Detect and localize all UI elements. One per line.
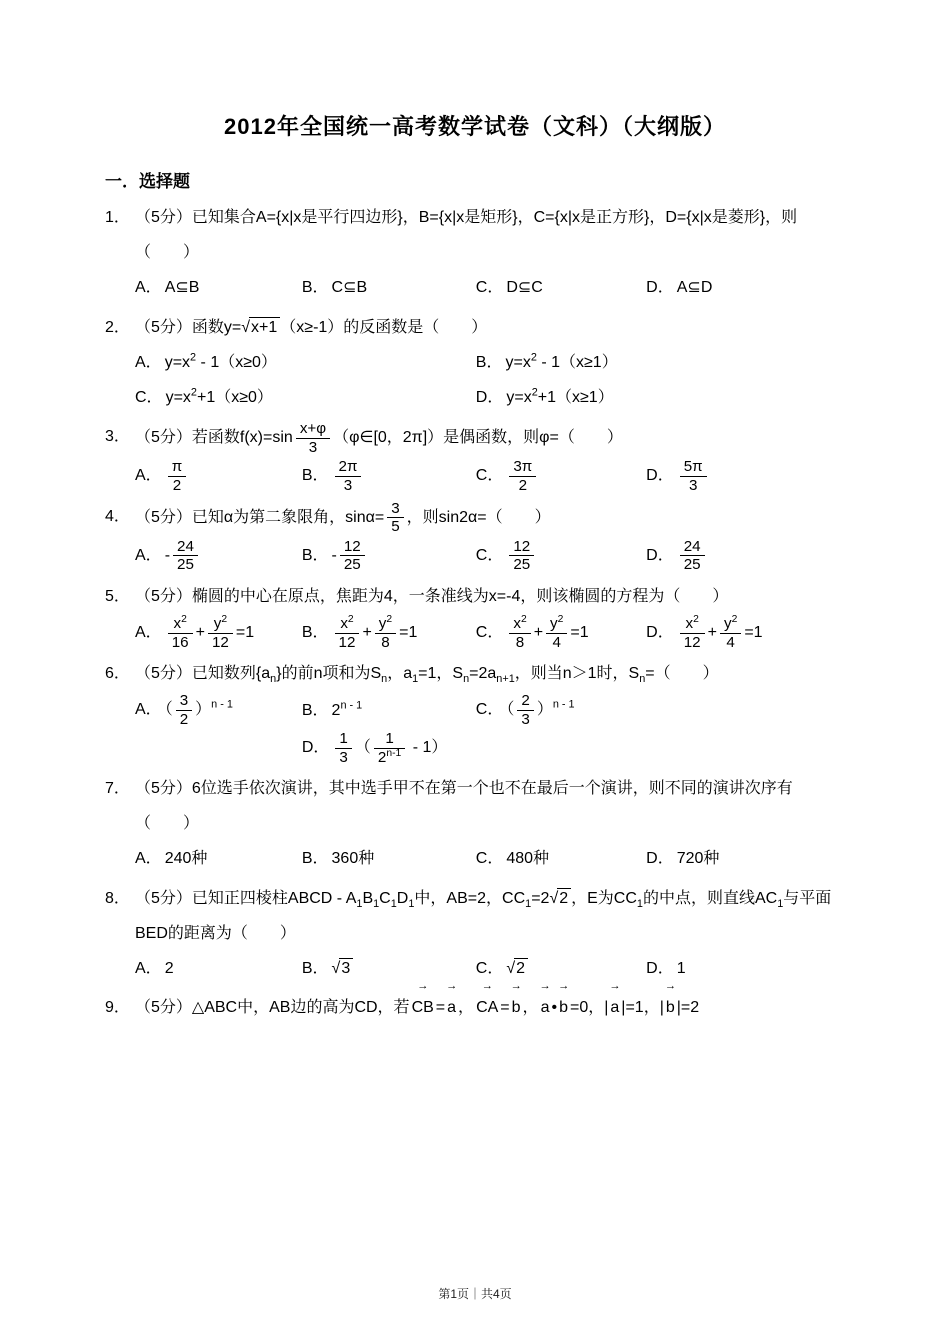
fraction: $\frac{3\pi}{2}$ bbox=[509, 458, 536, 494]
option bbox=[476, 345, 817, 380]
option-label: B． bbox=[475, 353, 503, 371]
option-label: A． bbox=[135, 279, 162, 297]
option bbox=[302, 729, 448, 767]
question-number: 2． bbox=[105, 318, 130, 336]
option-text: 240种 bbox=[164, 850, 208, 868]
fraction: $\frac{x^2}{12}$ bbox=[680, 615, 705, 651]
option-label: D． bbox=[646, 960, 674, 977]
option bbox=[302, 614, 476, 652]
option-text: C⊆B bbox=[331, 279, 368, 297]
options bbox=[135, 691, 845, 767]
option-text: D⊆C bbox=[506, 279, 543, 297]
option-text: $\frac{x^2}{12}$ + $\frac{y^2}{4}$ =1 bbox=[677, 624, 763, 641]
question bbox=[105, 579, 845, 652]
vector: b → bbox=[664, 990, 677, 1025]
question-stem: （5分）已知α为第二象限角，sinα= $\frac{3}{5}$ ，则sin2α=（ ） bbox=[135, 500, 551, 536]
options bbox=[135, 345, 845, 415]
question-number: 5． bbox=[105, 587, 130, 605]
fraction: $\frac{12}{25}$ bbox=[509, 538, 534, 574]
question-number: 6． bbox=[105, 665, 130, 682]
sqrt-expression: √2 bbox=[549, 890, 571, 907]
fraction: $\frac{y^2}{4}$ bbox=[720, 615, 741, 651]
option bbox=[302, 270, 476, 305]
question-stem: （5分）已知数列$\{a_n\}$的前n项和为$S_n$，$a_1=1$，$S_n=2a_{n+1}$，则当n＞1时，$S_n=$（ ） bbox=[135, 665, 719, 686]
option-label: D． bbox=[646, 624, 674, 642]
question-stem: （5分）椭圆的中心在原点，焦距为4，一条准线为x=-4，则该椭圆的方程为（ ） bbox=[135, 587, 729, 605]
option-text bbox=[165, 458, 189, 494]
fraction: $\frac{2\pi}{3}$ bbox=[335, 458, 362, 494]
vector: CA → bbox=[474, 990, 500, 1025]
option-label: A． bbox=[135, 701, 162, 719]
options bbox=[135, 614, 845, 652]
page-footer: 第1页｜共4页 bbox=[438, 1287, 512, 1301]
question-number: 4． bbox=[105, 508, 130, 525]
fraction: $\frac{x^2}{16}$ bbox=[168, 615, 193, 651]
option bbox=[302, 693, 476, 728]
option bbox=[646, 457, 710, 495]
vector: b → bbox=[510, 990, 523, 1025]
option-label: C． bbox=[475, 624, 504, 642]
option-label: B． bbox=[301, 624, 329, 642]
question-stem: （5分）若函数f(x)=sin $\frac{x+\varphi}{3}$ （φ∈[0，2π]）是偶函数，则φ=（ ） bbox=[135, 420, 623, 456]
option bbox=[476, 270, 646, 305]
option-text: $y=x^2+1(x\ge 0)$ bbox=[165, 386, 273, 406]
option-label: A． bbox=[135, 960, 162, 977]
option-label: C． bbox=[475, 701, 504, 719]
fraction: $\frac{\pi}{2}$ bbox=[168, 458, 186, 494]
page-title: 2012年全国统一高考数学试卷（文科）（大纲版） bbox=[224, 114, 726, 139]
option bbox=[135, 537, 302, 575]
option bbox=[476, 614, 646, 652]
option-text: $y=x^2+1(x\ge 1)$ bbox=[506, 386, 614, 406]
question-list bbox=[105, 200, 845, 1025]
option bbox=[476, 841, 646, 876]
option-text: - $\frac{12}{25}$ bbox=[332, 547, 368, 564]
fraction: $\frac{1}{2^{n-1}}$ bbox=[374, 730, 405, 766]
question-number: 7． bbox=[105, 780, 130, 798]
option-text bbox=[677, 458, 710, 494]
option-text bbox=[506, 458, 539, 494]
option-label: B． bbox=[301, 850, 329, 868]
option-text bbox=[332, 458, 365, 494]
fraction: $\frac{y^2}{12}$ bbox=[208, 615, 233, 651]
option-label: A． bbox=[135, 850, 162, 868]
option bbox=[302, 457, 476, 495]
option-label: D． bbox=[646, 850, 674, 868]
option-label: D． bbox=[646, 467, 674, 485]
option bbox=[646, 841, 719, 876]
option-text: （ $\frac{3}{2}$ ）$^{n - 1}$ bbox=[164, 692, 233, 728]
sqrt-expression: √3 bbox=[332, 960, 354, 977]
sqrt-expression: √x+1 bbox=[241, 319, 280, 336]
option-label: B． bbox=[301, 960, 329, 977]
fraction: $\frac{24}{25}$ bbox=[173, 538, 198, 574]
vector: b → bbox=[557, 990, 570, 1025]
option-label: B． bbox=[301, 467, 329, 485]
option bbox=[646, 614, 762, 652]
option-label: D． bbox=[646, 279, 674, 297]
option-text: 360种 bbox=[331, 850, 375, 868]
options bbox=[135, 270, 845, 305]
question bbox=[105, 499, 845, 575]
option-text: $\frac{x^2}{8}$ + $\frac{y^2}{4}$ =1 bbox=[506, 624, 588, 641]
option-text: 2 bbox=[164, 960, 174, 977]
question-number: 8． bbox=[105, 889, 130, 907]
option bbox=[302, 841, 476, 876]
question-stem: （5分）已知正四棱柱ABCD - $A_1B_1C_1D_1$中，AB=2，$CC_1=2√2$ ，E为$CC_1$的中点，则直线$AC_1$与平面BED的距离为（ ） bbox=[135, 889, 832, 942]
question bbox=[105, 656, 845, 767]
option-text: - $\frac{24}{25}$ bbox=[165, 547, 201, 564]
option-text: $\frac{x^2}{12}$ + $\frac{y^2}{8}$ =1 bbox=[332, 624, 418, 641]
option-label: D． bbox=[301, 739, 330, 757]
option bbox=[135, 691, 302, 729]
fraction: $\frac{24}{25}$ bbox=[680, 538, 705, 574]
option-label: D． bbox=[646, 547, 674, 565]
option-text bbox=[332, 960, 354, 977]
fraction: $\frac{5\pi}{3}$ bbox=[680, 458, 707, 494]
option-text: 2$^{n - 1}$ bbox=[331, 699, 363, 719]
fraction: $\frac{x^2}{8}$ bbox=[509, 615, 530, 651]
option bbox=[135, 614, 302, 652]
option-text: 720种 bbox=[676, 850, 720, 868]
vector: a → bbox=[445, 990, 458, 1025]
option-label: B． bbox=[301, 701, 329, 719]
fraction: $\frac{x^2}{12}$ bbox=[335, 615, 360, 651]
question-stem: （5分）已知集合A={x|x是平行四边形}，B={x|x是矩形}，C={x|x是正方形}，D={x|x是菱形}，则（ ） bbox=[135, 209, 798, 262]
question bbox=[105, 990, 845, 1025]
option-label: A． bbox=[135, 624, 162, 642]
question-number: 1． bbox=[105, 209, 130, 226]
vector: a → bbox=[608, 990, 621, 1025]
fraction: $\frac{12}{25}$ bbox=[340, 538, 365, 574]
question bbox=[105, 771, 845, 877]
option-text: $y=x^2 - 1(x\ge 0)$ bbox=[164, 351, 277, 371]
question bbox=[105, 200, 845, 306]
option-text: 1 bbox=[676, 960, 686, 977]
option-label: C． bbox=[475, 279, 504, 297]
question-number: 3． bbox=[105, 428, 130, 446]
fraction: $\frac{3}{5}$ bbox=[387, 500, 403, 536]
option bbox=[646, 270, 712, 305]
question-stem: （5分）6位选手依次演讲，其中选手甲不在第一个也不在最后一个演讲，则不同的演讲次序有（ ） bbox=[135, 780, 793, 833]
options bbox=[135, 457, 845, 495]
option bbox=[135, 457, 302, 495]
question bbox=[105, 419, 845, 495]
option-label: A． bbox=[135, 467, 162, 485]
option-label: C． bbox=[475, 850, 504, 868]
option bbox=[302, 537, 476, 575]
option-text: $y=x^2 - 1(x\ge 1)$ bbox=[505, 351, 618, 371]
options bbox=[135, 841, 845, 876]
option-label: A． bbox=[135, 547, 162, 565]
option-text: $\frac{x^2}{16}$ + $\frac{y^2}{12}$ =1 bbox=[165, 624, 254, 641]
option bbox=[135, 841, 302, 876]
option-text: （ $\frac{2}{3}$ ）$^{n - 1}$ bbox=[506, 692, 575, 728]
sqrt-expression: √2 bbox=[506, 960, 528, 977]
option bbox=[476, 380, 817, 415]
section-header-choice: 一．选择题 bbox=[105, 172, 190, 191]
fraction: $\frac{y^2}{4}$ bbox=[546, 615, 567, 651]
fraction: $\frac{1}{3}$ bbox=[335, 730, 351, 766]
option-label: D． bbox=[475, 388, 504, 406]
vector: a → bbox=[539, 990, 552, 1025]
option-text: A⊆B bbox=[164, 279, 200, 297]
question-number: 9． bbox=[105, 999, 130, 1017]
option-text: 480种 bbox=[506, 850, 550, 868]
question-stem: （5分）函数y=√x+1 （x≥-1）的反函数是（ ） bbox=[135, 318, 488, 336]
option-text: A⊆D bbox=[676, 279, 713, 297]
option-text bbox=[677, 537, 708, 574]
option-label: C． bbox=[475, 960, 504, 977]
fraction: $\frac{y^2}{8}$ bbox=[375, 615, 396, 651]
option bbox=[135, 380, 476, 415]
option bbox=[476, 537, 646, 575]
option-text: $\frac{1}{3}$ （ $\frac{1}{2^{n-1}}$ - 1） bbox=[332, 739, 447, 756]
option bbox=[135, 951, 302, 986]
option bbox=[646, 537, 707, 575]
vector: CB → bbox=[410, 990, 436, 1025]
option-text bbox=[506, 960, 528, 977]
fraction: $\frac{3}{2}$ bbox=[176, 692, 192, 728]
option-label: C． bbox=[135, 388, 163, 406]
option-label: B． bbox=[301, 547, 329, 565]
option bbox=[135, 270, 302, 305]
fraction: $\frac{2}{3}$ bbox=[517, 692, 533, 728]
options bbox=[135, 537, 845, 575]
option bbox=[135, 345, 476, 380]
option-label: B． bbox=[301, 279, 329, 297]
question-stem: （5分）△ABC中，AB边的高为CD，若 CB → = a → ， CA → = b → ， a → • b → =0，| a → |=1，| b → |=2 bbox=[135, 999, 699, 1016]
question bbox=[105, 310, 845, 416]
option-label: C． bbox=[475, 547, 504, 565]
question bbox=[105, 881, 845, 987]
option-label: A． bbox=[135, 353, 162, 371]
fraction: $\frac{x+\varphi}{3}$ bbox=[296, 420, 330, 456]
option-label: C． bbox=[475, 467, 504, 485]
option bbox=[476, 457, 646, 495]
option bbox=[476, 691, 831, 729]
option-text bbox=[506, 537, 537, 574]
